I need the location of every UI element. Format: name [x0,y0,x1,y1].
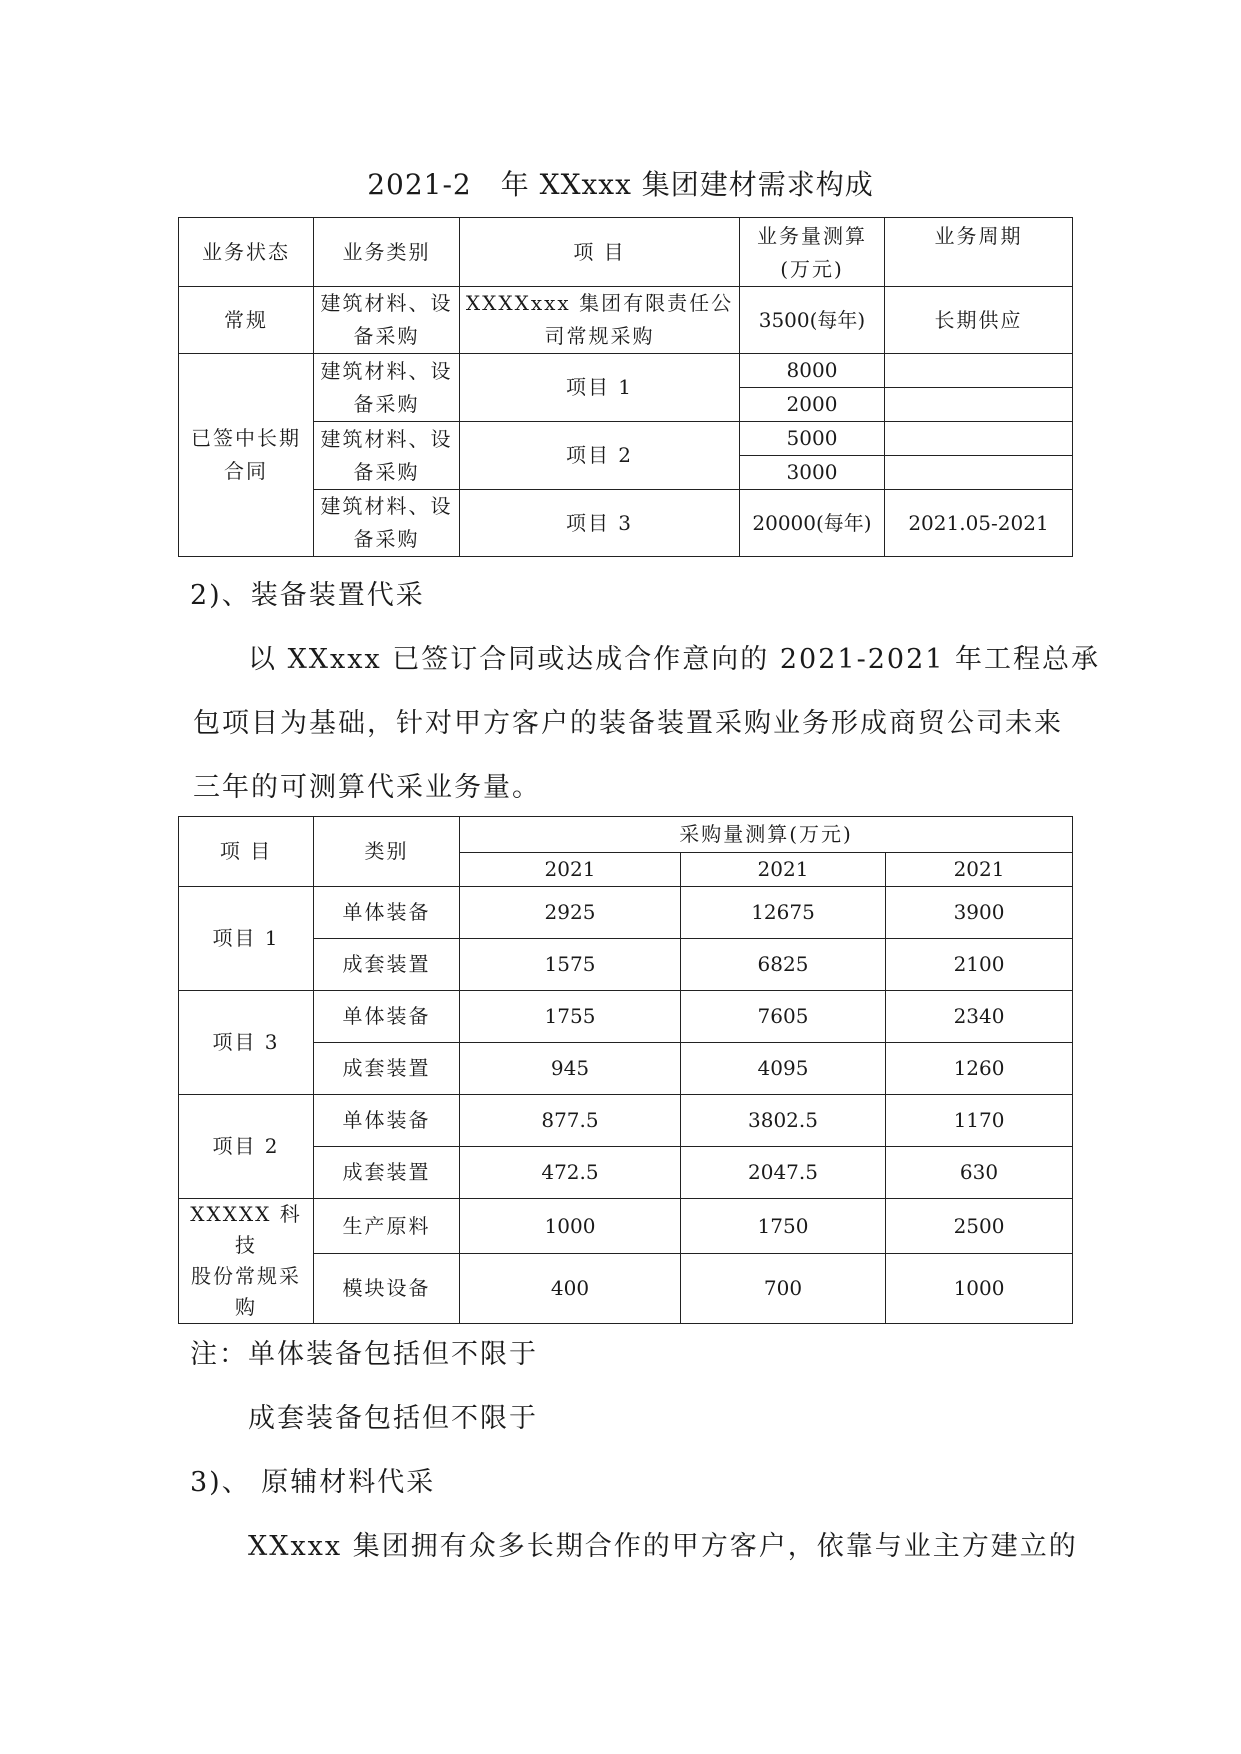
cell-category: 成套装置 [314,939,460,991]
section3-heading: 3)、 原辅材料代采 [190,1467,436,1498]
section3-line-1: XXxxx 集团拥有众多长期合作的甲方客户，依靠与业主方建立的 [248,1531,1078,1562]
note-line-1: 注：单体装备包括但不限于 [190,1339,538,1370]
cell-project: XXXXX 科技 股份常规采 购 [179,1199,314,1324]
cell-value: 1000 [886,1254,1073,1324]
cell-value: 1750 [681,1199,886,1254]
cell-value: 1755 [460,991,681,1043]
th-period: 业务周期 [885,218,1073,287]
cell-value: 877.5 [460,1095,681,1147]
th-year: 2021 [886,853,1073,887]
cell-category: 单体装备 [314,991,460,1043]
cell-value: 2100 [886,939,1073,991]
cell-period: 2021.05-2021 [885,490,1073,557]
cell-project: 项目 2 [179,1095,314,1199]
cell-period [885,422,1073,456]
procurement-table [178,816,1073,1324]
cell-item: 项目 1 [460,354,740,422]
cell-project: 项目 1 [179,887,314,991]
cell-category: 建筑材料、设 备采购 [314,422,460,490]
th-item: 项 目 [460,218,740,287]
cell-period [885,388,1073,422]
th-procurement-group: 采购量测算(万元) [460,817,1073,853]
cell-value: 2047.5 [681,1147,886,1199]
cell-value: 2925 [460,887,681,939]
cell-category: 模块设备 [314,1254,460,1324]
cell-amount: 20000(每年) [740,490,885,557]
th-year: 2021 [460,853,681,887]
cell-category: 生产原料 [314,1199,460,1254]
cell-category: 单体装备 [314,1095,460,1147]
cell-amount: 3500(每年) [740,287,885,354]
th-year: 2021 [681,853,886,887]
cell-value: 400 [460,1254,681,1324]
cell-period [885,354,1073,388]
section2-line-1: 以 XXxxx 已签订合同或达成合作意向的 2021-2021 年工程总承 [248,644,1101,675]
cell-value: 2340 [886,991,1073,1043]
cell-item: 项目 3 [460,490,740,557]
table1-title: 2021-2 年 XXxxx 集团建材需求构成 [367,168,874,201]
cell-category: 单体装备 [314,887,460,939]
section2-line-3: 三年的可测算代采业务量。 [193,772,541,803]
section2-heading: 2)、装备装置代采 [190,580,425,611]
demand-table [178,217,1073,557]
th-category: 业务类别 [314,218,460,287]
cell-value: 1000 [460,1199,681,1254]
cell-category: 成套装置 [314,1147,460,1199]
cell-value: 472.5 [460,1147,681,1199]
cell-value: 1170 [886,1095,1073,1147]
cell-amount: 5000 [740,422,885,456]
cell-period [885,456,1073,490]
section2-line-2: 包项目为基础，针对甲方客户的装备装置采购业务形成商贸公司未来 [193,708,1063,739]
th-category: 类别 [314,817,460,887]
cell-value: 2500 [886,1199,1073,1254]
cell-value: 12675 [681,887,886,939]
cell-value: 7605 [681,991,886,1043]
cell-status-normal: 常规 [179,287,314,354]
cell-value: 3900 [886,887,1073,939]
cell-category: 建筑材料、设 备采购 [314,490,460,557]
th-amount: 业务量测算 (万元) [740,218,885,287]
cell-value: 630 [886,1147,1073,1199]
cell-amount: 2000 [740,388,885,422]
cell-value: 1260 [886,1043,1073,1095]
cell-amount: 8000 [740,354,885,388]
cell-category: 建筑材料、设 备采购 [314,287,460,354]
note-line-2: 成套装备包括但不限于 [248,1403,538,1434]
cell-category: 成套装置 [314,1043,460,1095]
cell-period: 长期供应 [885,287,1073,354]
cell-value: 3802.5 [681,1095,886,1147]
cell-status-signed: 已签中长期 合同 [179,354,314,557]
cell-item: 项目 2 [460,422,740,490]
cell-project: 项目 3 [179,991,314,1095]
cell-item: XXXXxxx 集团有限责任公 司常规采购 [460,287,740,354]
th-item: 项 目 [179,817,314,887]
cell-value: 1575 [460,939,681,991]
cell-value: 700 [681,1254,886,1324]
cell-value: 945 [460,1043,681,1095]
th-status: 业务状态 [179,218,314,287]
cell-value: 6825 [681,939,886,991]
cell-value: 4095 [681,1043,886,1095]
cell-amount: 3000 [740,456,885,490]
cell-category: 建筑材料、设 备采购 [314,354,460,422]
